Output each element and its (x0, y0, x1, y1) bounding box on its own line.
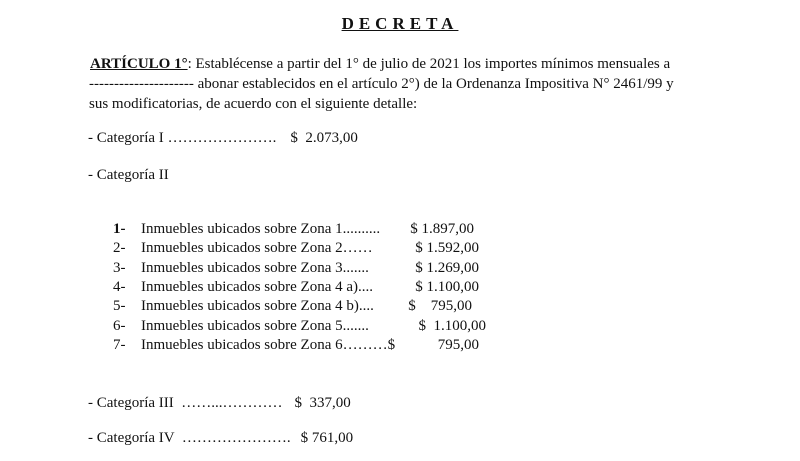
category-label: - Categoría I (88, 130, 164, 146)
list-item-amount: $ 795,00 (408, 298, 472, 314)
category-label: - Categoría IV (88, 430, 175, 446)
category-iii (88, 396, 351, 411)
list-item-number: 5- (113, 298, 126, 314)
article-line-2: --------------------- abonar establecidos en el artículo 2°) de la Ordenanza Impositiva N° 2461/99 y (89, 76, 674, 92)
list-item-number: 4- (113, 279, 126, 295)
list-item-text: Inmuebles ubicados sobre Zona 4 a).... (141, 279, 374, 295)
category-amount: $ 337,00 (294, 395, 351, 411)
list-item-text: Inmuebles ubicados sobre Zona 6………$ (141, 337, 396, 353)
list-item-amount: $ 1.897,00 (410, 221, 474, 237)
list-item-text: Inmuebles ubicados sobre Zona 4 b).... (141, 298, 374, 314)
article-text-1: : Establécense a partir del 1° de julio de 2021 los importes mínimos mensuales a (187, 56, 671, 72)
list-item-number: 1- (113, 221, 126, 237)
category-amount: $ 2.073,00 (290, 130, 358, 146)
category-dots: …………………. (163, 130, 277, 146)
article-line-3: sus modificatorias, de acuerdo con el siguiente detalle: (89, 96, 418, 112)
category-label: - Categoría II (88, 167, 169, 183)
category-iv (88, 431, 353, 446)
list-item-number: 6- (113, 318, 126, 334)
category-dots: ……...………… (173, 395, 283, 411)
list-item-text: Inmuebles ubicados sobre Zona 3....... (141, 260, 369, 276)
list-item-amount: $ 1.100,00 (415, 279, 479, 295)
list-item-number: 3- (113, 260, 126, 276)
list-item-text: Inmuebles ubicados sobre Zona 2…… (141, 240, 373, 256)
list-item-number: 7- (113, 337, 126, 353)
article-label: ARTÍCULO 1° (90, 56, 188, 72)
category-amount: $ 761,00 (300, 430, 354, 446)
list-item-amount: $ 1.269,00 (415, 260, 479, 276)
list-item-text: Inmuebles ubicados sobre Zona 5....... (141, 318, 369, 334)
list-item-amount: $ 1.100,00 (418, 318, 486, 334)
category-label: - Categoría III (88, 395, 174, 411)
category-i (88, 131, 358, 146)
list-item-amount: $ 1.592,00 (415, 240, 479, 256)
article-line-1 (90, 57, 670, 72)
decree-title: DECRETA (341, 14, 459, 33)
category-dots: …………………. (174, 430, 291, 446)
list-item-amount: 795,00 (437, 337, 479, 353)
list-item-text: Inmuebles ubicados sobre Zona 1.......... (141, 221, 381, 237)
list-item-number: 2- (113, 240, 126, 256)
category-ii (88, 168, 169, 183)
